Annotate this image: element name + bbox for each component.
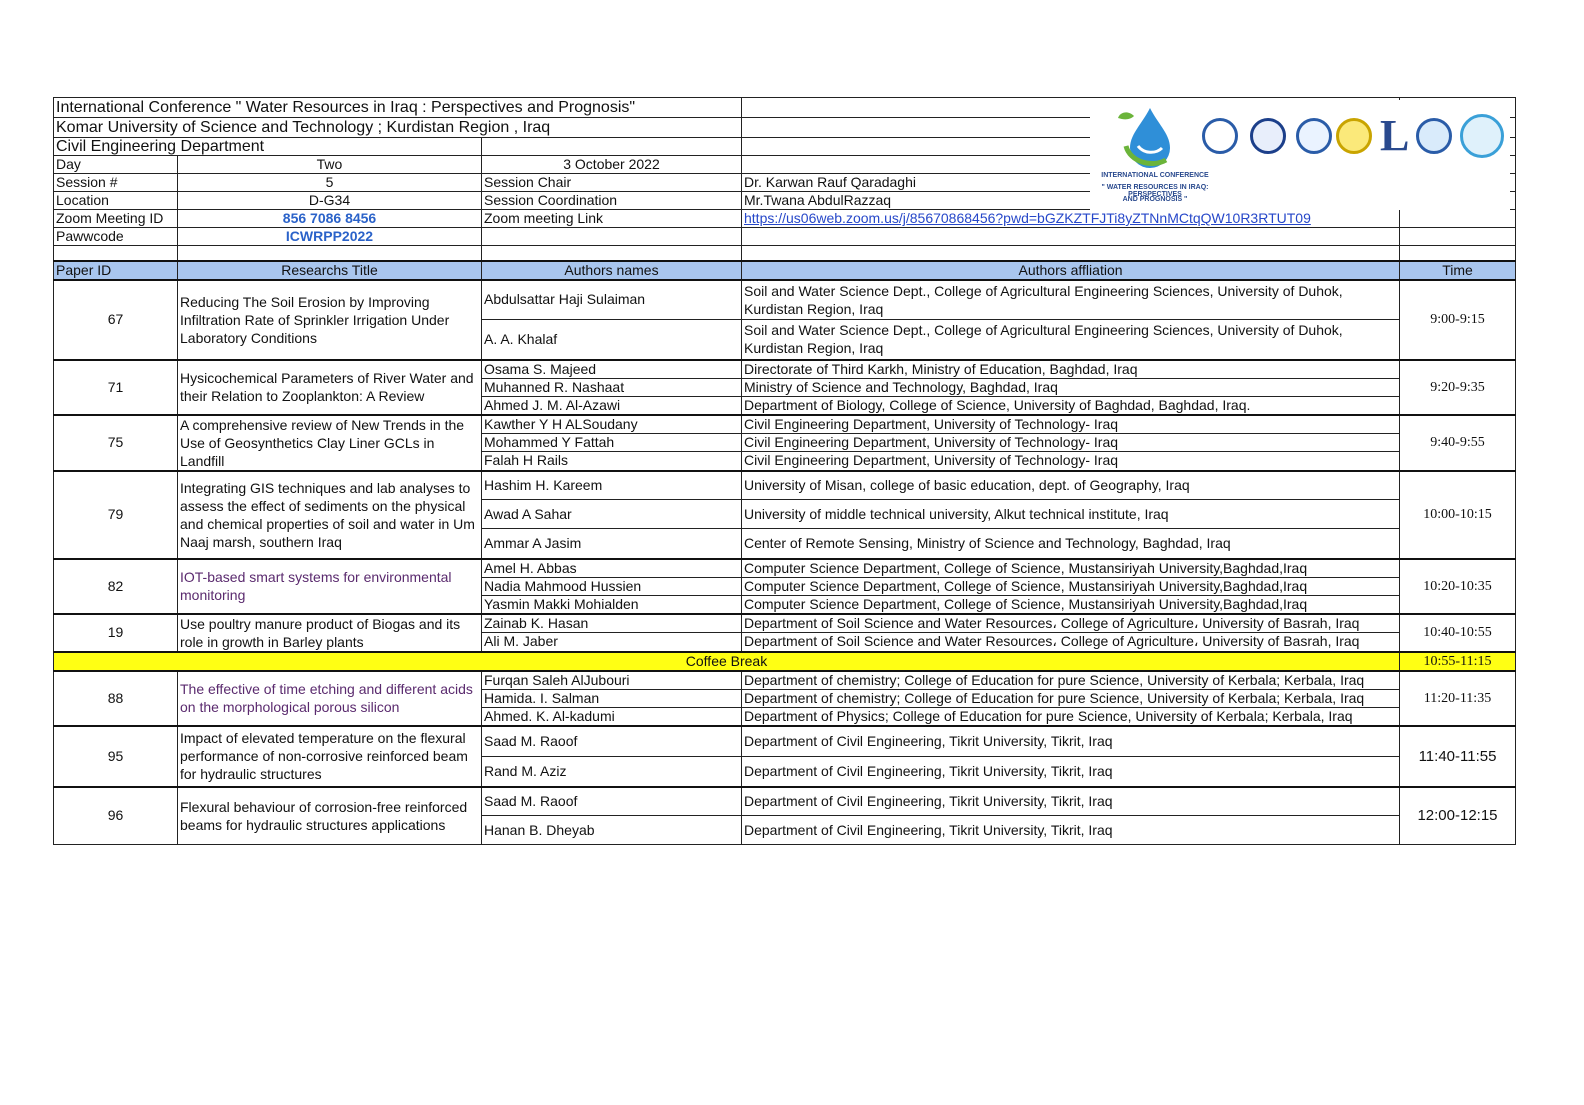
author-affiliation: Department of Biology, College of Science, University of Baghdad, Baghdad, Iraq. (742, 396, 1400, 415)
author-affiliation: Department of Civil Engineering, Tikrit University, Tikrit, Iraq (742, 787, 1400, 816)
author-name: Saad M. Raoof (482, 787, 742, 816)
session-time: 10:20-10:35 (1400, 559, 1516, 614)
session-coordinator: Mr.Twana AbdulRazzaq (742, 192, 1400, 210)
col-time: Time (1400, 261, 1516, 280)
col-affiliation: Authors affliation (742, 261, 1400, 280)
table-row (54, 360, 1516, 379)
paper-id: 19 (54, 614, 178, 652)
author-name: Rand M. Aziz (482, 757, 742, 787)
author-affiliation: Ministry of Science and Technology, Baghdad, Iraq (742, 378, 1400, 396)
partner-seal-icon (1336, 118, 1372, 154)
author-name: Ammar A Jasim (482, 529, 742, 559)
paper-title: Reducing The Soil Erosion by Improving Infiltration Rate of Sprinkler Irrigation Under Laboratory Conditions (178, 280, 482, 360)
author-name: Saad M. Raoof (482, 726, 742, 757)
author-affiliation: Department of Civil Engineering, Tikrit University, Tikrit, Iraq (742, 726, 1400, 757)
paper-title: Integrating GIS techniques and lab analyses to assess the effect of sediments on the physical and chemical properties of soil and water in Um Naaj marsh, southern Iraq (178, 471, 482, 559)
author-affiliation: Civil Engineering Department, University of Technology- Iraq (742, 433, 1400, 451)
passcode-label: Pawwcode (54, 228, 178, 246)
table-row (54, 726, 1516, 757)
author-affiliation: Department of Soil Science and Water Resources، College of Agriculture، University of Basrah, Iraq (742, 614, 1400, 633)
session-time: 9:40-9:55 (1400, 415, 1516, 471)
zoom-id-label: Zoom Meeting ID (54, 210, 178, 228)
water-drop-logo-icon (1112, 102, 1182, 172)
author-name: Hamida. I. Salman (482, 689, 742, 707)
day-label: Day (54, 156, 178, 174)
author-name: Furqan Saleh AlJubouri (482, 671, 742, 690)
paper-id: 88 (54, 671, 178, 726)
author-affiliation: Civil Engineering Department, University of Technology- Iraq (742, 415, 1400, 434)
logo-line2: " WATER RESOURCES IN IRAQ: PERSPECTIVES (1101, 184, 1209, 198)
department-name: Civil Engineering Department (54, 138, 482, 156)
zoom-meeting-link[interactable]: https://us06web.zoom.us/j/85670868456?pwd=bGZKZTFJTi8yZTNnMCtqQW10R3RTUT09 (742, 210, 1400, 228)
author-name: Hanan B. Dheyab (482, 816, 742, 845)
paper-id: 95 (54, 726, 178, 787)
author-name: Zainab K. Hasan (482, 614, 742, 633)
water-org-seal-icon (1460, 114, 1504, 158)
coffee-break-time: 10:55-11:15 (1400, 652, 1516, 671)
author-affiliation: Department of Civil Engineering, Tikrit University, Tikrit, Iraq (742, 757, 1400, 787)
conference-title: International Conference " Water Resources in Iraq : Perspectives and Prognosis" (54, 98, 742, 118)
author-affiliation: Department of Physics; College of Education for pure Science, University of Kerbala; Kerbala, Iraq (742, 707, 1400, 726)
author-affiliation: University of Misan, college of basic education, dept. of Geography, Iraq (742, 471, 1400, 500)
table-row (54, 671, 1516, 690)
table-row (54, 614, 1516, 633)
author-name: Amel H. Abbas (482, 559, 742, 578)
author-name: Hashim H. Kareem (482, 471, 742, 500)
session-time: 9:00-9:15 (1400, 280, 1516, 360)
author-affiliation: Soil and Water Science Dept., College of Agricultural Engineering Sciences, University of Duhok, Kurdistan Region, Iraq (742, 280, 1400, 320)
coffee-break-row (54, 652, 1516, 671)
author-affiliation: Computer Science Department, College of Science, Mustansiriyah University,Baghdad,Iraq (742, 559, 1400, 578)
author-name: Ahmed J. M. Al-Azawi (482, 396, 742, 415)
table-row (54, 787, 1516, 816)
session-chair: Dr. Karwan Rauf Qaradaghi (742, 174, 1400, 192)
paper-id: 75 (54, 415, 178, 471)
paper-title: Hysicochemical Parameters of River Water and their Relation to Zooplankton: A Review (178, 360, 482, 415)
paper-title: The effective of time etching and different acids on the morphological porous silicon (178, 671, 482, 726)
paper-id: 82 (54, 559, 178, 614)
author-name: Osama S. Majeed (482, 360, 742, 379)
author-affiliation: Computer Science Department, College of Science, Mustansiriyah University,Baghdad,Iraq (742, 595, 1400, 614)
location-value: D-G34 (178, 192, 482, 210)
col-title: Researchs Title (178, 261, 482, 280)
col-authors: Authors names (482, 261, 742, 280)
author-affiliation: Department of Civil Engineering, Tikrit University, Tikrit, Iraq (742, 816, 1400, 845)
session-label: Session # (54, 174, 178, 192)
zoom-link-label: Zoom meeting Link (482, 210, 742, 228)
author-affiliation: University of middle technical university, Alkut technical institute, Iraq (742, 500, 1400, 529)
university-seal-icon (1202, 118, 1238, 154)
author-name: Mohammed Y Fattah (482, 433, 742, 451)
author-affiliation: Department of Soil Science and Water Resources، College of Agriculture، University of Basrah, Iraq (742, 633, 1400, 652)
session-time: 11:40-11:55 (1400, 726, 1516, 787)
session-value: 5 (178, 174, 482, 192)
university-name: Komar University of Science and Technology ; Kurdistan Region , Iraq (54, 118, 742, 138)
session-time: 10:40-10:55 (1400, 614, 1516, 652)
coordination-label: Session Coordination (482, 192, 742, 210)
paper-id: 71 (54, 360, 178, 415)
author-name: Nadia Mahmood Hussien (482, 577, 742, 595)
zoom-meeting-id[interactable]: 856 7086 8456 (178, 210, 482, 228)
author-name: Yasmin Makki Mohialden (482, 595, 742, 614)
paper-id: 96 (54, 787, 178, 845)
author-affiliation: Civil Engineering Department, University of Technology- Iraq (742, 452, 1400, 471)
author-affiliation: Center of Remote Sensing, Ministry of Science and Technology, Baghdad, Iraq (742, 529, 1400, 559)
logo-line1: INTERNATIONAL CONFERENCE (1101, 172, 1209, 179)
author-name: Ahmed. K. Al-kadumi (482, 707, 742, 726)
day-value: Two (178, 156, 482, 174)
author-affiliation: Directorate of Third Karkh, Ministry of Education, Baghdad, Iraq (742, 360, 1400, 379)
session-time: 10:00-10:15 (1400, 471, 1516, 559)
un-seal-icon (1416, 118, 1452, 154)
author-affiliation: Department of chemistry; College of Education for pure Science, University of Kerbala; Kerbala, Iraq (742, 671, 1400, 690)
paper-id: 79 (54, 471, 178, 559)
author-name: Abdulsattar Haji Sulaiman (482, 280, 742, 320)
paper-id: 67 (54, 280, 178, 360)
table-row (54, 280, 1516, 320)
author-name: Ali M. Jaber (482, 633, 742, 652)
paper-title: Flexural behaviour of corrosion-free reinforced beams for hydraulic structures applications (178, 787, 482, 845)
logo-line3: AND PROGNOSIS " (1122, 196, 1188, 203)
table-row (54, 415, 1516, 434)
paper-title: Use poultry manure product of Biogas and its role in growth in Barley plants (178, 614, 482, 652)
session-date: 3 October 2022 (482, 156, 742, 174)
table-row (54, 471, 1516, 500)
author-affiliation: Soil and Water Science Dept., College of Agricultural Engineering Sciences, University of Duhok, Kurdistan Region, Iraq (742, 320, 1400, 360)
author-affiliation: Department of chemistry; College of Education for pure Science, University of Kerbala; Kerbala, Iraq (742, 689, 1400, 707)
l-logo-icon: L (1380, 111, 1410, 160)
ministry-seal-icon (1250, 118, 1286, 154)
session-time: 11:20-11:35 (1400, 671, 1516, 726)
author-affiliation: Computer Science Department, College of Science, Mustansiriyah University,Baghdad,Iraq (742, 577, 1400, 595)
author-name: Falah H Rails (482, 452, 742, 471)
paper-title: IOT-based smart systems for environmental monitoring (178, 559, 482, 614)
col-paper-id: Paper ID (54, 261, 178, 280)
author-name: Muhanned R. Nashaat (482, 378, 742, 396)
coffee-break-label: Coffee Break (54, 652, 1400, 671)
session-time: 12:00-12:15 (1400, 787, 1516, 845)
author-name: Awad A Sahar (482, 500, 742, 529)
paper-title: Impact of elevated temperature on the flexural performance of non-corrosive reinforced beam for hydraulic structures (178, 726, 482, 787)
session-time: 9:20-9:35 (1400, 360, 1516, 415)
location-label: Location (54, 192, 178, 210)
table-row (54, 559, 1516, 578)
passcode-value: ICWRPP2022 (178, 228, 482, 246)
author-name: A. A. Khalaf (482, 320, 742, 360)
institute-seal-icon (1296, 118, 1332, 154)
paper-title: A comprehensive review of New Trends in the Use of Geosynthetics Clay Liner GCLs in Landfill (178, 415, 482, 471)
author-name: Kawther Y H ALSoudany (482, 415, 742, 434)
session-chair-label: Session Chair (482, 174, 742, 192)
conference-logos (1090, 100, 1510, 210)
